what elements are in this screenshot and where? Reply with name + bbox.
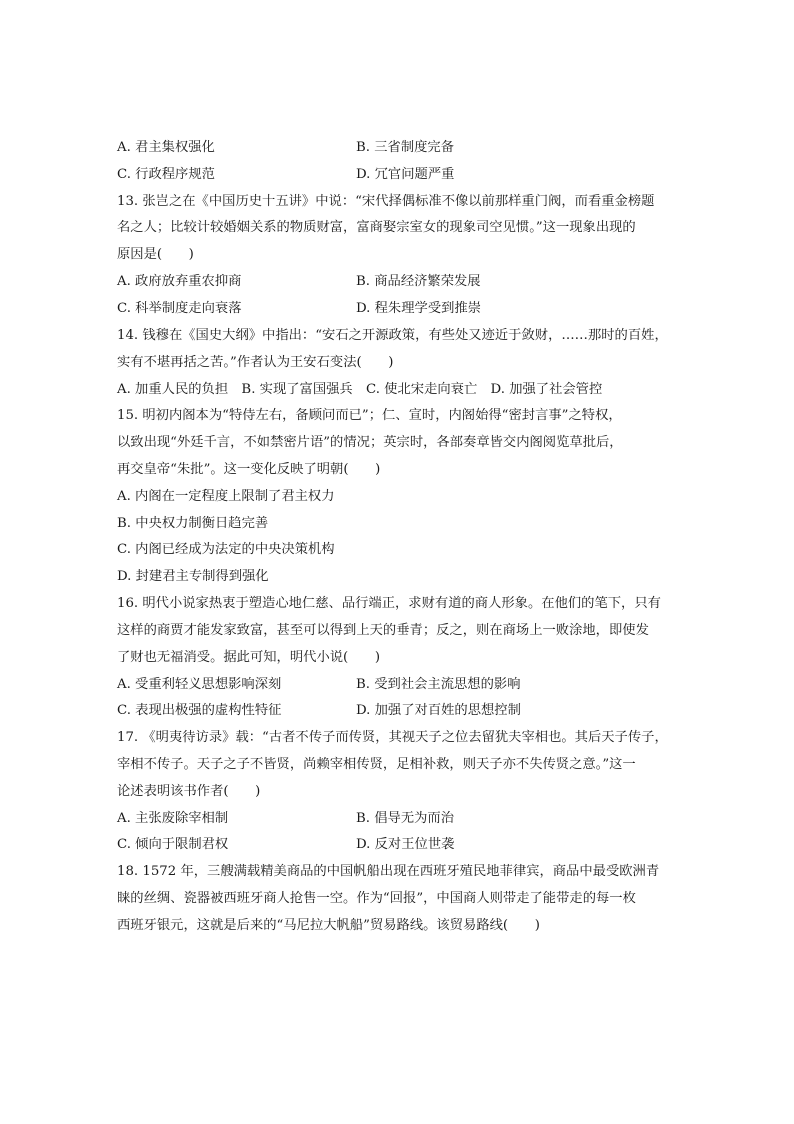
q13-option-b: B. 商品经济繁荣发展 — [356, 274, 481, 289]
q12-option-d: D. 冗官问题严重 — [356, 167, 455, 182]
q17-stem-line2: 宰相不传子。天子之子不皆贤，尚赖宰相传贤，足相补救，则天子亦不失传贤之意。”这一 — [117, 757, 636, 772]
q16-stem-line2: 这样的商贾才能发家致富，甚至可以得到上天的垂青；反之，则在商场上一败涂地，即使发 — [117, 623, 649, 638]
q15-option-c: C. 内阁已经成为法定的中央决策机构 — [117, 542, 335, 557]
q17-stem-line3: 论述表明该书作者( ) — [117, 784, 261, 799]
q16-option-d: D. 加强了对百姓的思想控制 — [356, 703, 521, 718]
q13-option-c: C. 科举制度走向衰落 — [117, 301, 242, 316]
q18-stem-line1: 18. 1572 年，三艘满载精美商品的中国帆船出现在西班牙殖民地菲律宾，商品中最受欧洲青 — [117, 864, 660, 879]
q15-option-a: A. 内阁在一定程度上限制了君主权力 — [117, 489, 335, 504]
q13-option-d: D. 程朱理学受到推崇 — [356, 301, 482, 316]
q17-option-d: D. 反对王位世袭 — [356, 837, 455, 852]
q12-option-b: B. 三省制度完备 — [356, 140, 455, 155]
q15-stem-line3: 再交皇帝“朱批”。这一变化反映了明朝( ) — [117, 462, 381, 477]
q14-stem-line1: 14. 钱穆在《国史大纲》中指出：“安石之开源政策，有些处又迹近于敛财，……那时的百姓， — [117, 328, 668, 343]
q17-option-b: B. 倡导无为而治 — [356, 811, 455, 826]
q16-stem-line1: 16. 明代小说家热衷于塑造心地仁慈、品行端正，求财有道的商人形象。在他们的笔下，只有 — [117, 596, 661, 611]
q18-stem-line2: 睐的丝绸、瓷器被西班牙商人抢售一空。作为“回报”，中国商人则带走了能带走的每一枚 — [117, 891, 636, 906]
q16-option-a: A. 受重利轻义思想影响深刻 — [117, 677, 282, 692]
q14-options: A. 加重人民的负担 B. 实现了富国强兵 C. 使北宋走向衰亡 D. 加强了社会管控 — [117, 382, 603, 397]
q15-option-b: B. 中央权力制衡日趋完善 — [117, 516, 269, 531]
q15-option-d: D. 封建君主专制得到强化 — [117, 569, 269, 584]
q12-option-a: A. 君主集权强化 — [117, 140, 215, 155]
q13-stem-line3: 原因是( ) — [117, 247, 194, 262]
q18-stem-line3: 西班牙银元，这就是后来的“马尼拉大帆船”贸易路线。该贸易路线( ) — [117, 918, 540, 933]
q17-stem-line1: 17. 《明夷待访录》载：“古者不传子而传贤，其视天子之位去留犹夫宰相也。其后天子传子， — [117, 730, 668, 745]
q14-stem-line2: 实有不堪再括之苦。”作者认为王安石变法( ) — [117, 355, 394, 370]
q13-option-a: A. 政府放弃重农抑商 — [117, 274, 242, 289]
q17-option-a: A. 主张废除宰相制 — [117, 811, 229, 826]
q15-stem-line1: 15. 明初内阁本为“特侍左右，备顾问而已”；仁、宣时，内阁始得“密封言事”之特权， — [117, 408, 622, 423]
q17-option-c: C. 倾向于限制君权 — [117, 837, 229, 852]
q16-option-b: B. 受到社会主流思想的影响 — [356, 677, 521, 692]
q12-option-c: C. 行政程序规范 — [117, 167, 215, 182]
q15-stem-line2: 以致出现“外廷千言，不如禁密片语”的情况；英宗时，各部奏章皆交内阁阅览草批后， — [117, 435, 623, 450]
q13-stem-line1: 13. 张岂之在《中国历史十五讲》中说：“宋代择偶标准不像以前那样重门阀，而看重金榜题 — [117, 194, 655, 209]
q13-stem-line2: 名之人；比较计较婚姻关系的物质财富，富商娶宗室女的现象司空见惯。”这一现象出现的 — [117, 220, 636, 235]
q16-option-c: C. 表现出极强的虚构性特征 — [117, 703, 282, 718]
q16-stem-line3: 了财也无福消受。据此可知，明代小说( ) — [117, 650, 381, 665]
